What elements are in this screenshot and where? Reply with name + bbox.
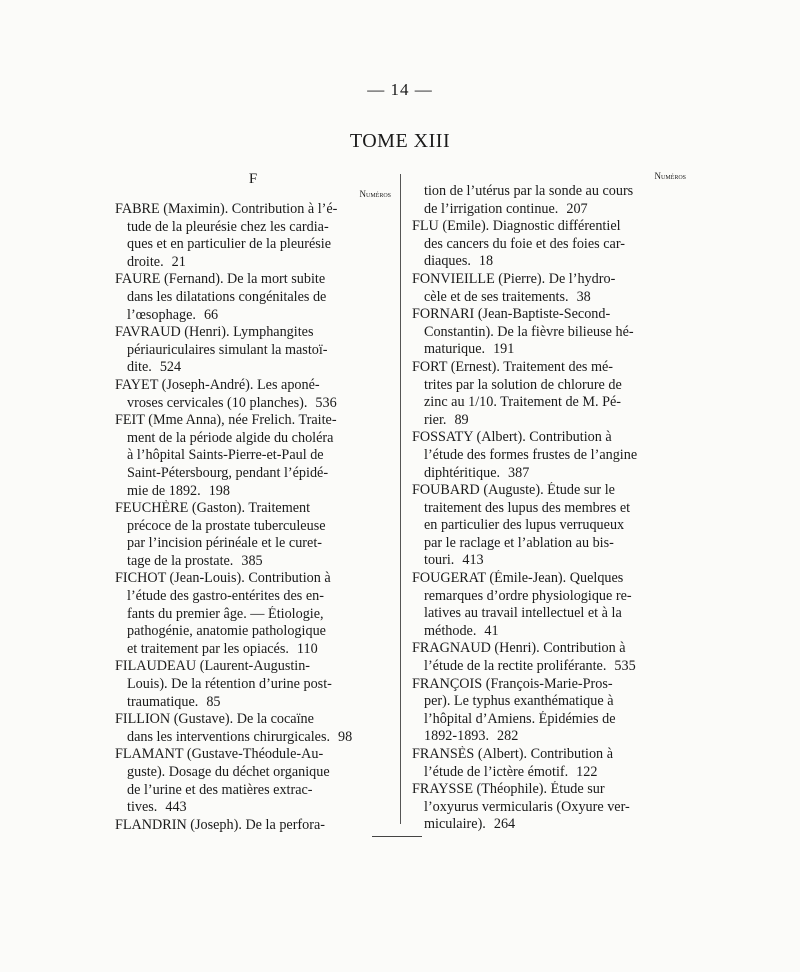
entry-line <box>412 799 686 817</box>
entry-line <box>115 271 391 289</box>
entry-line <box>115 764 391 782</box>
entry-text: tives. <box>127 799 158 816</box>
entry-line <box>115 324 391 342</box>
entry-line <box>115 535 391 553</box>
thesis-entry <box>115 377 391 412</box>
entry-text: pathogénie, anatomie pathologique <box>127 623 326 640</box>
entry-line <box>115 377 391 395</box>
entry-text: 1892-1893. <box>424 728 490 745</box>
thesis-entry <box>115 271 391 324</box>
page-number: — 14 — <box>367 80 433 99</box>
entry-text: maturique. <box>424 341 486 358</box>
entry-line <box>412 306 686 324</box>
entry-text: zinc au 1/10. Traitement de M. Pé- <box>424 394 622 411</box>
entry-line <box>115 465 391 483</box>
entry-line <box>115 518 391 536</box>
entry-line <box>412 218 686 236</box>
thesis-number: 89 <box>454 411 469 428</box>
entry-line <box>115 412 391 430</box>
thesis-entry <box>115 500 391 570</box>
entry-line <box>412 183 686 201</box>
thesis-number: 41 <box>484 622 499 639</box>
entry-text: latives au travail intellectuel et à la <box>424 605 622 622</box>
thesis-entry <box>412 746 686 781</box>
entry-text: fants du premier âge. — Étiologie, <box>127 605 324 622</box>
entry-line <box>115 254 391 272</box>
entry-line <box>412 764 686 782</box>
thesis-entry <box>115 324 391 377</box>
entry-text: FAYET (Joseph-André). Les aponé- <box>115 376 320 393</box>
entry-text: FAVRAUD (Henri). Lymphangites <box>115 324 314 341</box>
thesis-entry <box>115 570 391 658</box>
entry-text: l’étude des formes frustes de l’angine <box>424 446 638 463</box>
entry-line <box>115 395 391 413</box>
entry-text: l’œsophage. <box>127 306 196 323</box>
entry-text: périauriculaires simulant la mastoï- <box>127 341 328 358</box>
entry-text: l’étude des gastro-entérites des en- <box>127 588 324 605</box>
entry-line <box>115 782 391 800</box>
thesis-number: 524 <box>159 359 182 376</box>
thesis-number: 18 <box>478 253 494 270</box>
entry-text: FABRE (Maximin). Contribution à l’é- <box>115 201 338 217</box>
thesis-entry <box>115 817 391 835</box>
entry-line <box>412 711 686 729</box>
entry-text: tion de l’utérus par la sonde au cours <box>424 183 634 199</box>
entry-text: cèle et de ses traitements. <box>424 288 569 305</box>
entry-line <box>115 817 391 835</box>
entry-text: l’oxyurus vermicularis (Oxyure ver- <box>424 798 630 815</box>
thesis-number: 536 <box>315 394 337 411</box>
entry-text: et traitement par les opiacés. <box>127 640 289 657</box>
entry-line <box>412 781 686 799</box>
entry-line <box>412 236 686 254</box>
entry-line <box>412 394 686 412</box>
entry-text: Constantin). De la fièvre bilieuse hé- <box>424 323 634 340</box>
thesis-entry <box>412 359 686 429</box>
entry-text: FRANÇOIS (François-Marie-Pros- <box>412 675 613 692</box>
thesis-number: 387 <box>508 464 530 481</box>
entry-line <box>412 693 686 711</box>
entry-text: l’hôpital d’Amiens. Épidémies de <box>424 710 616 727</box>
entry-text: méthode. <box>424 622 477 639</box>
entry-line <box>412 623 686 641</box>
entry-text: FORNARI (Jean-Baptiste-Second- <box>412 306 611 323</box>
entry-line <box>115 483 391 501</box>
thesis-entry <box>412 306 686 359</box>
entry-line <box>412 324 686 342</box>
entry-line <box>115 729 391 747</box>
entry-line <box>115 201 391 219</box>
entry-line <box>115 359 391 377</box>
column-divider <box>400 174 401 824</box>
entry-text: touri. <box>424 552 455 569</box>
entry-line <box>115 658 391 676</box>
entry-text: ment de la période algide du choléra <box>127 429 334 446</box>
entry-text: per). Le typhus exanthématique à <box>424 693 614 710</box>
thesis-entry <box>115 658 391 711</box>
entry-line <box>115 606 391 624</box>
entry-text: FILLION (Gustave). De la cocaïne <box>115 711 314 728</box>
entry-line <box>115 307 391 325</box>
thesis-number: 282 <box>497 728 519 745</box>
entry-line <box>115 500 391 518</box>
thesis-entry <box>412 570 686 640</box>
entry-text: de l’irrigation continue. <box>424 200 559 217</box>
entry-line <box>115 694 391 712</box>
entry-line <box>412 447 686 465</box>
entry-line <box>412 517 686 535</box>
entry-text: FRAYSSE (Théophile). Étude sur <box>412 781 605 798</box>
entry-line <box>412 359 686 377</box>
entry-line <box>115 676 391 694</box>
entry-text: FLANDRIN (Joseph). De la perfora- <box>115 816 325 833</box>
entry-text: dite. <box>127 359 152 376</box>
entry-text: FLAMANT (Gustave-Théodule-Au- <box>115 746 324 763</box>
thesis-entry <box>412 183 686 218</box>
entry-text: FAURE (Fernand). De la mort subite <box>115 271 326 288</box>
entry-text: rier. <box>424 411 447 428</box>
thesis-number: 385 <box>241 552 263 569</box>
entry-line <box>115 799 391 817</box>
thesis-number: 198 <box>208 482 230 499</box>
thesis-number: 535 <box>614 658 636 675</box>
thesis-number: 38 <box>576 288 591 305</box>
entry-line <box>115 746 391 764</box>
entry-text: par le raclage et l’ablation au bis- <box>424 534 614 551</box>
thesis-entry <box>412 676 686 746</box>
entry-text: FRAGNAUD (Henri). Contribution à <box>412 640 626 657</box>
entry-text: diaques. <box>424 253 471 270</box>
entry-line <box>115 236 391 254</box>
entry-line <box>412 253 686 271</box>
entry-text: FOUBARD (Auguste). Étude sur le <box>412 482 615 499</box>
thesis-number: 207 <box>566 200 588 217</box>
entry-line <box>412 588 686 606</box>
entry-text: FEIT (Mme Anna), née Frelich. Traite- <box>115 412 337 429</box>
entry-line <box>115 289 391 307</box>
thesis-entry <box>412 271 686 306</box>
volume-title: TOME XIII <box>349 130 451 152</box>
bottom-rule <box>372 836 422 837</box>
thesis-number: 110 <box>296 640 318 657</box>
entry-line <box>412 816 686 834</box>
thesis-entry <box>412 429 686 482</box>
entry-text: mie de 1892. <box>127 482 201 499</box>
entry-text: miculaire). <box>424 816 486 833</box>
thesis-number: 98 <box>338 728 353 745</box>
entry-line <box>412 535 686 553</box>
entry-line <box>412 676 686 694</box>
thesis-entry <box>412 218 686 271</box>
entry-line <box>115 430 391 448</box>
entry-line <box>412 570 686 588</box>
entry-text: FOSSATY (Albert). Contribution à <box>412 429 612 446</box>
entry-line <box>412 482 686 500</box>
right-entries <box>412 183 686 834</box>
entry-text: tude de la pleurésie chez les cardia- <box>127 218 329 235</box>
entry-line <box>412 289 686 307</box>
entry-text: FLU (Emile). Diagnostic différentiel <box>412 218 621 235</box>
entry-line <box>115 588 391 606</box>
entry-line <box>115 553 391 571</box>
numeros-header: Numéros <box>359 189 391 199</box>
entry-text: FOUGERAT (Émile-Jean). Quelques <box>412 570 624 587</box>
left-entries <box>115 201 391 834</box>
entry-line <box>115 623 391 641</box>
thesis-entry <box>412 640 686 675</box>
thesis-number: 264 <box>493 816 516 833</box>
entry-line <box>115 219 391 237</box>
entry-line <box>115 641 391 659</box>
thesis-entry <box>115 746 391 816</box>
entry-line <box>412 465 686 483</box>
entry-text: de l’urine et des matières extrac- <box>127 781 313 798</box>
entry-text: tage de la prostate. <box>127 552 234 569</box>
entry-text: FONVIEILLE (Pierre). De l’hydro- <box>412 270 616 287</box>
numeros-header: Numéros <box>654 171 686 181</box>
entry-text: vroses cervicales (10 planches). <box>127 394 308 411</box>
thesis-number: 122 <box>576 763 598 780</box>
entry-line <box>115 447 391 465</box>
entry-line <box>412 728 686 746</box>
entry-line <box>115 711 391 729</box>
entry-text: trites par la solution de chlorure de <box>424 376 622 393</box>
entry-text: guste). Dosage du déchet organique <box>127 764 330 780</box>
entry-text: en particulier des lupus verruqueux <box>424 517 625 534</box>
thesis-entry <box>412 482 686 570</box>
left-column <box>115 170 391 834</box>
section-letter: F <box>248 171 258 187</box>
entry-text: Saint-Pétersbourg, pendant l’épidé- <box>127 464 329 481</box>
entry-text: traumatique. <box>127 693 199 710</box>
entry-text: précoce de la prostate tuberculeuse <box>127 517 326 534</box>
thesis-number: 191 <box>493 341 515 358</box>
entry-text: diphtéritique. <box>424 464 501 481</box>
entry-text: Louis). De la rétention d’urine post- <box>127 676 332 693</box>
entry-text: FICHOT (Jean-Louis). Contribution à <box>115 570 331 587</box>
entry-line <box>115 342 391 360</box>
entry-line <box>412 746 686 764</box>
entry-line <box>412 341 686 359</box>
entry-text: FEUCHÈRE (Gaston). Traitement <box>115 500 311 517</box>
thesis-number: 66 <box>203 306 219 323</box>
entry-text: droite. <box>127 253 164 270</box>
entry-text: dans les interventions chirurgicales. <box>127 728 331 745</box>
thesis-entry <box>115 201 391 271</box>
entry-line <box>412 271 686 289</box>
entry-line <box>412 429 686 447</box>
entry-text: FILAUDEAU (Laurent-Augustin- <box>115 658 311 675</box>
entry-line <box>412 201 686 219</box>
entry-text: remarques d’ordre physiologique re- <box>424 587 632 604</box>
thesis-number: 443 <box>165 799 187 816</box>
entry-text: FORT (Ernest). Traitement des mé- <box>412 358 614 375</box>
entry-text: traitement des lupus des membres et <box>424 499 631 516</box>
entry-line <box>412 412 686 430</box>
entry-line <box>412 605 686 623</box>
entry-line <box>412 640 686 658</box>
entry-line <box>412 658 686 676</box>
entry-text: par l’incision périnéale et le curet- <box>127 535 322 552</box>
entry-text: dans les dilatations congénitales de <box>127 288 327 305</box>
entry-text: à l’hôpital Saints-Pierre-et-Paul de <box>127 447 324 464</box>
entry-text: l’étude de l’ictère émotif. <box>424 763 569 780</box>
thesis-entry <box>115 412 391 500</box>
entry-text: l’étude de la rectite proliférante. <box>424 658 607 675</box>
entry-line <box>412 500 686 518</box>
entry-text: des cancers du foie et des foies car- <box>424 235 626 252</box>
thesis-entry <box>412 781 686 834</box>
entry-line <box>412 552 686 570</box>
entry-text: ques et en particulier de la pleurésie <box>127 236 332 253</box>
entry-text: FRANSÈS (Albert). Contribution à <box>412 746 613 762</box>
thesis-number: 413 <box>462 552 484 569</box>
right-column <box>412 170 686 834</box>
thesis-number: 21 <box>171 253 186 270</box>
entry-line <box>115 570 391 588</box>
entry-line <box>412 377 686 395</box>
thesis-number: 85 <box>206 693 221 710</box>
thesis-entry <box>115 711 391 746</box>
